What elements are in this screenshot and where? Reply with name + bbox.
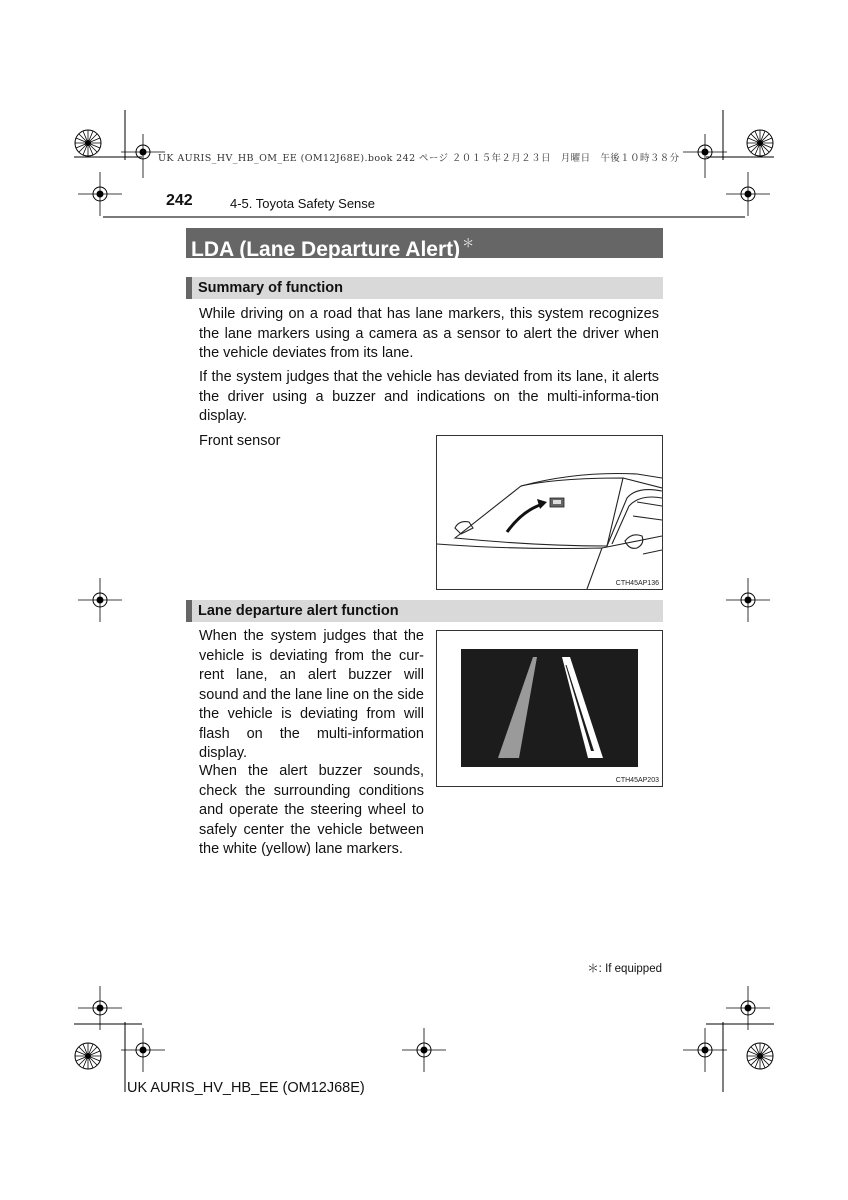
crosshair-mark-right-upper	[726, 172, 770, 221]
multi-information-display	[437, 631, 662, 786]
summary-heading: Summary of function	[186, 277, 663, 299]
figure-code-2: CTH45AP203	[615, 777, 659, 784]
summary-paragraph-2: If the system judges that the vehicle has deviated from its lane, it alerts the driver using a buzzer and indications on the multi-informa-tion display.	[199, 369, 659, 424]
print-info: UK AURIS_HV_HB_OM_EE (OM12J68E).book 242 ページ ２０１５年２月２３日 月曜日 午後１０時３８分	[158, 153, 680, 164]
front-sensor-label: Front sensor	[199, 433, 281, 449]
lane-alert-heading: Lane departure alert function	[186, 600, 663, 622]
front-sensor-icon	[550, 498, 564, 507]
crosshair-mark-left-upper	[78, 172, 122, 221]
page-title	[186, 228, 663, 261]
summary-paragraph-1: While driving on a road that has lane markers, this system recognizes the lane markers using a camera as a sensor to alert the driver when the vehicle deviates from its lane.	[199, 306, 659, 361]
lane-alert-paragraph-1: When the system judges that the vehicle is deviating from the cur-rent lane, an alert buzzer will sound and the lane line on the side the vehicle is deviating from will flash on the multi-information display.	[199, 628, 424, 761]
registration-mark-bottom-right	[706, 1012, 786, 1097]
page-title-text: LDA (Lane Departure Alert)	[191, 238, 461, 261]
footnote: ＊: If equipped	[587, 963, 662, 975]
if-equipped-marker: ＊	[462, 236, 475, 250]
header-rule	[103, 216, 745, 218]
section-label: 4-5. Toyota Safety Sense	[230, 196, 376, 211]
crosshair-mark-right-middle	[726, 578, 770, 627]
footer-model-code: UK AURIS_HV_HB_EE (OM12J68E)	[127, 1080, 365, 1096]
lane-display-figure	[436, 630, 663, 787]
arrow-icon	[537, 499, 547, 509]
crosshair-mark-left-middle	[78, 578, 122, 627]
crosshair-mark-top-right	[683, 134, 727, 183]
front-sensor-figure	[436, 435, 663, 590]
lane-alert-paragraph-2: When the alert buzzer sounds, check the surrounding conditions and operate the steering wheel to safely center the vehicle between the white (yellow) lane markers.	[199, 763, 424, 857]
crosshair-mark-bottom-center	[402, 1028, 446, 1077]
page-number: 242	[166, 192, 193, 209]
figure-code-1: CTH45AP136	[615, 580, 659, 587]
windshield-illustration	[437, 436, 662, 589]
crosshair-mark-bottom-left	[121, 1028, 165, 1077]
